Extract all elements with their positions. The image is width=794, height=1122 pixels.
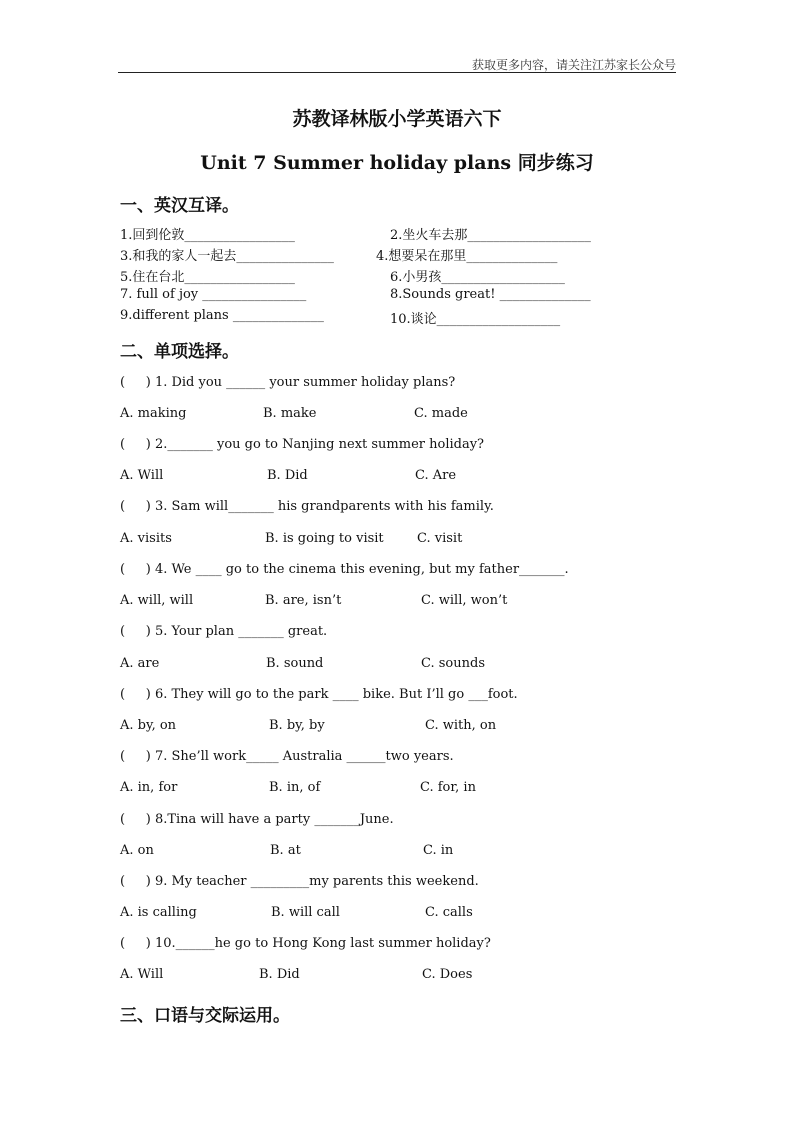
option-b: B. will call: [271, 905, 340, 920]
option-c: C. Does: [422, 967, 473, 982]
option-c: C. made: [414, 406, 468, 421]
section-heading-translation: 一、英汉互译。: [120, 196, 239, 216]
option-c: C. calls: [425, 905, 473, 920]
question-text: ( ) 6. They will go to the park ____ bike. But I’ll go ___foot.: [120, 687, 518, 702]
vocab-item: 2.坐火车去那___________________: [390, 228, 591, 243]
question-text: ( ) 10.______he go to Hong Kong last summer holiday?: [120, 936, 491, 951]
option-a: A. by, on: [120, 718, 177, 733]
question-text: ( ) 2._______ you go to Nanjing next summer holiday?: [120, 437, 485, 452]
header-divider: [118, 72, 676, 73]
option-c: C. will, won’t: [421, 593, 508, 608]
vocab-item: 10.谈论___________________: [390, 312, 561, 327]
option-b: B. are, isn’t: [265, 593, 342, 608]
option-a: A. is calling: [120, 905, 197, 920]
question-text: ( ) 1. Did you ______ your summer holiday plans?: [120, 375, 456, 390]
option-a: A. Will: [120, 468, 164, 483]
option-a: A. are: [120, 656, 160, 671]
question-text: ( ) 8.Tina will have a party _______June.: [120, 812, 394, 827]
option-b: B. in, of: [269, 780, 321, 795]
option-c: C. Are: [415, 468, 457, 483]
option-a: A. Will: [120, 967, 164, 982]
vocab-item: 4.想要呆在那里______________: [376, 249, 558, 264]
question-text: ( ) 3. Sam will_______ his grandparents with his family.: [120, 499, 494, 514]
vocab-item: 1.回到伦敦_________________: [120, 228, 295, 243]
option-a: A. will, will: [120, 593, 194, 608]
option-b: B. by, by: [269, 718, 325, 733]
option-b: B. make: [263, 406, 317, 421]
document-subtitle: Unit 7 Summer holiday plans 同步练习: [200, 152, 594, 174]
option-a: A. visits: [120, 531, 172, 546]
option-b: B. Did: [259, 967, 300, 982]
vocab-item: 3.和我的家人一起去_______________: [120, 249, 334, 264]
question-text: ( ) 9. My teacher _________my parents this weekend.: [120, 874, 479, 889]
document-title: 苏教译林版小学英语六下: [292, 108, 502, 130]
header-note: 获取更多内容，请关注江苏家长公众号: [471, 58, 676, 72]
option-a: A. making: [120, 406, 187, 421]
section-heading-oral: 三、口语与交际运用。: [120, 1006, 290, 1026]
option-a: A. on: [120, 843, 154, 858]
vocab-item: 9.different plans ______________: [120, 308, 324, 323]
question-text: ( ) 4. We ____ go to the cinema this evening, but my father_______.: [120, 562, 569, 577]
section-heading-multiple-choice: 二、单项选择。: [120, 342, 239, 362]
option-a: A. in, for: [120, 780, 178, 795]
option-c: C. for, in: [420, 780, 476, 795]
option-b: B. is going to visit: [265, 531, 384, 546]
option-c: C. sounds: [421, 656, 485, 671]
vocab-item: 7. full of joy ________________: [120, 287, 307, 302]
option-b: B. Did: [267, 468, 308, 483]
vocab-item: 5.住在台北_________________: [120, 270, 295, 285]
option-b: B. at: [270, 843, 301, 858]
option-b: B. sound: [266, 656, 324, 671]
option-c: C. in: [423, 843, 454, 858]
vocab-item: 8.Sounds great! ______________: [390, 287, 591, 302]
question-text: ( ) 7. She’ll work_____ Australia ______two years.: [120, 749, 454, 764]
vocab-item: 6.小男孩___________________: [390, 270, 565, 285]
option-c: C. with, on: [425, 718, 497, 733]
option-c: C. visit: [417, 531, 463, 546]
question-text: ( ) 5. Your plan _______ great.: [120, 624, 328, 639]
